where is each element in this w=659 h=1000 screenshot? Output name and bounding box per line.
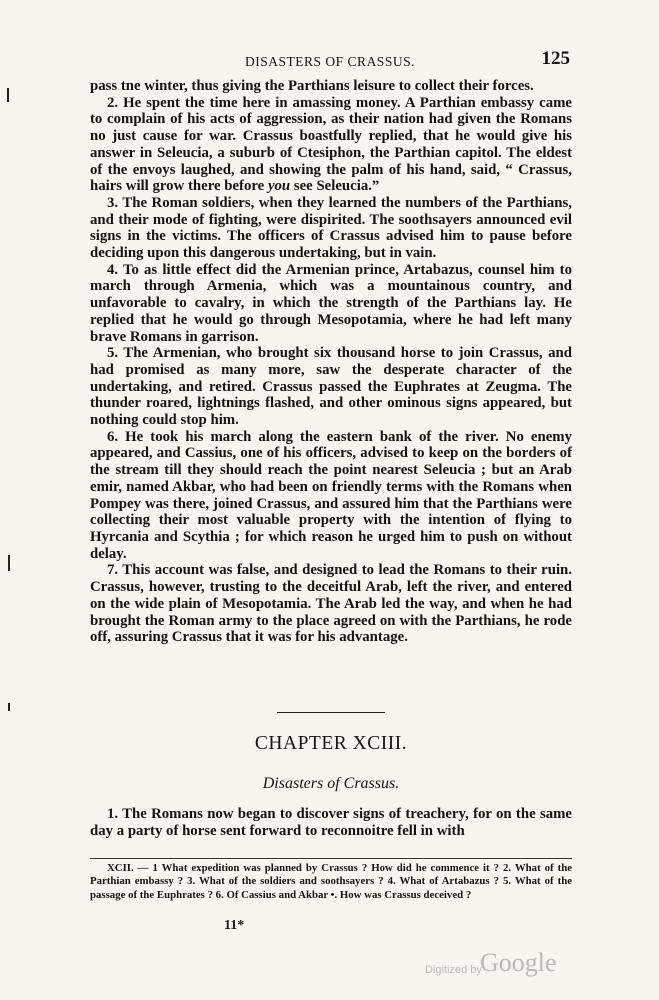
footnote <box>90 862 572 902</box>
body-text <box>90 78 572 646</box>
paragraph-4: 4. To as little effect did the Armenian prince, Artabazus, counsel him to march through Armenia, which was a mountainous country, and unfavorable to cavalry, in which the strength of the Parthians lay. He replied that he would go through Mesopotamia, where he had left many brave Romans in garrison. <box>90 261 572 345</box>
paragraph-6: 6. He took his march along the eastern bank of the river. No enemy appeared, and Cassius, one of his officers, advised to keep on the borders of the stream till they should reach the point nearest Seleucia ; but an Arab emir, named Akbar, who had been on friendly terms with the Romans when Pompey was there, joined Crassus, and assured him that the Parthians were collecting their most valuable property with the intention of flying to Hyrcania and Scythia ; for which reason he urged him to push on without delay. <box>90 428 572 562</box>
running-head <box>90 48 570 72</box>
page-number: 125 <box>541 48 570 69</box>
chapter-subtitle: Disasters of Crassus. <box>262 775 400 792</box>
running-title: DISASTERS OF CRASSUS. <box>245 54 415 69</box>
digitized-watermark <box>425 948 585 984</box>
margin-mark <box>8 703 10 711</box>
paragraph-2: 2. He spent the time here in amassing money. A Parthian embassy came to complain of his acts of aggression, as their nation had given the Romans no just cause for war. Crassus boastfully replied, that he would give his answer in Seleucia, a suburb of Ctesiphon, the Parthian capitol. The eldest of the envoys laughed, and showing the palm of his hand, said, “ Crassus, hairs will grow there before you see Seleucia.” <box>90 94 572 195</box>
section-divider <box>277 712 385 713</box>
margin-mark <box>8 555 10 571</box>
watermark-prefix: Digitized by <box>425 964 482 976</box>
paragraph-7: 7. This account was false, and designed to lead the Romans to their ruin. Crassus, however, trusting to the deceitful Arab, left the river, and entered on the wide plain of Mesopotamia. The Arab led the way, and when he had brought the Roman army to the place agreed on with the Parthians, he rode off, assuring Crassus that it was for his advantage. <box>90 562 572 646</box>
paragraph-3: 3. The Roman soldiers, when they learned the numbers of the Parthians, and their mode of fighting, were dispirited. The soothsayers announced evil signs in the victims. The officers of Crassus advised him to pause before deciding upon this dangerous undertaking, but in vain. <box>90 194 572 262</box>
footnote-divider <box>90 858 572 859</box>
chapter-heading: CHAPTER XCIII. <box>254 733 408 754</box>
footnote-text: XCII. — 1 What expedition was planned by Crassus ? How did he commence it ? 2. What of the Parthian embassy ? 3. What of the soldiers and soothsayers ? 4. What of Artabazus ? 5. What of the passage of the Euphrates ? 6. Of Cassius and Akbar •. How was Crassus deceived ? <box>90 862 572 901</box>
signature-mark: 11* <box>224 918 245 933</box>
paragraph-5: 5. The Armenian, who brought six thousand horse to join Crassus, and had promised as many more, saw the desperate character of the undertaking, and retired. Crassus passed the Euphrates at Zeugma. The thunder roared, lightnings flashed, and other ominous signs appeared, but nothing could stop him. <box>90 345 572 429</box>
margin-mark <box>7 88 9 102</box>
chapter-body <box>90 806 572 839</box>
paragraph-continued: pass tne winter, thus giving the Parthians leisure to collect their forces. <box>90 78 534 94</box>
chapter-paragraph-1: 1. The Romans now began to discover signs of treachery, for on the same day a party of horse sent forward to reconnoitre fell in with <box>90 806 572 839</box>
google-logo: Google <box>480 948 557 977</box>
